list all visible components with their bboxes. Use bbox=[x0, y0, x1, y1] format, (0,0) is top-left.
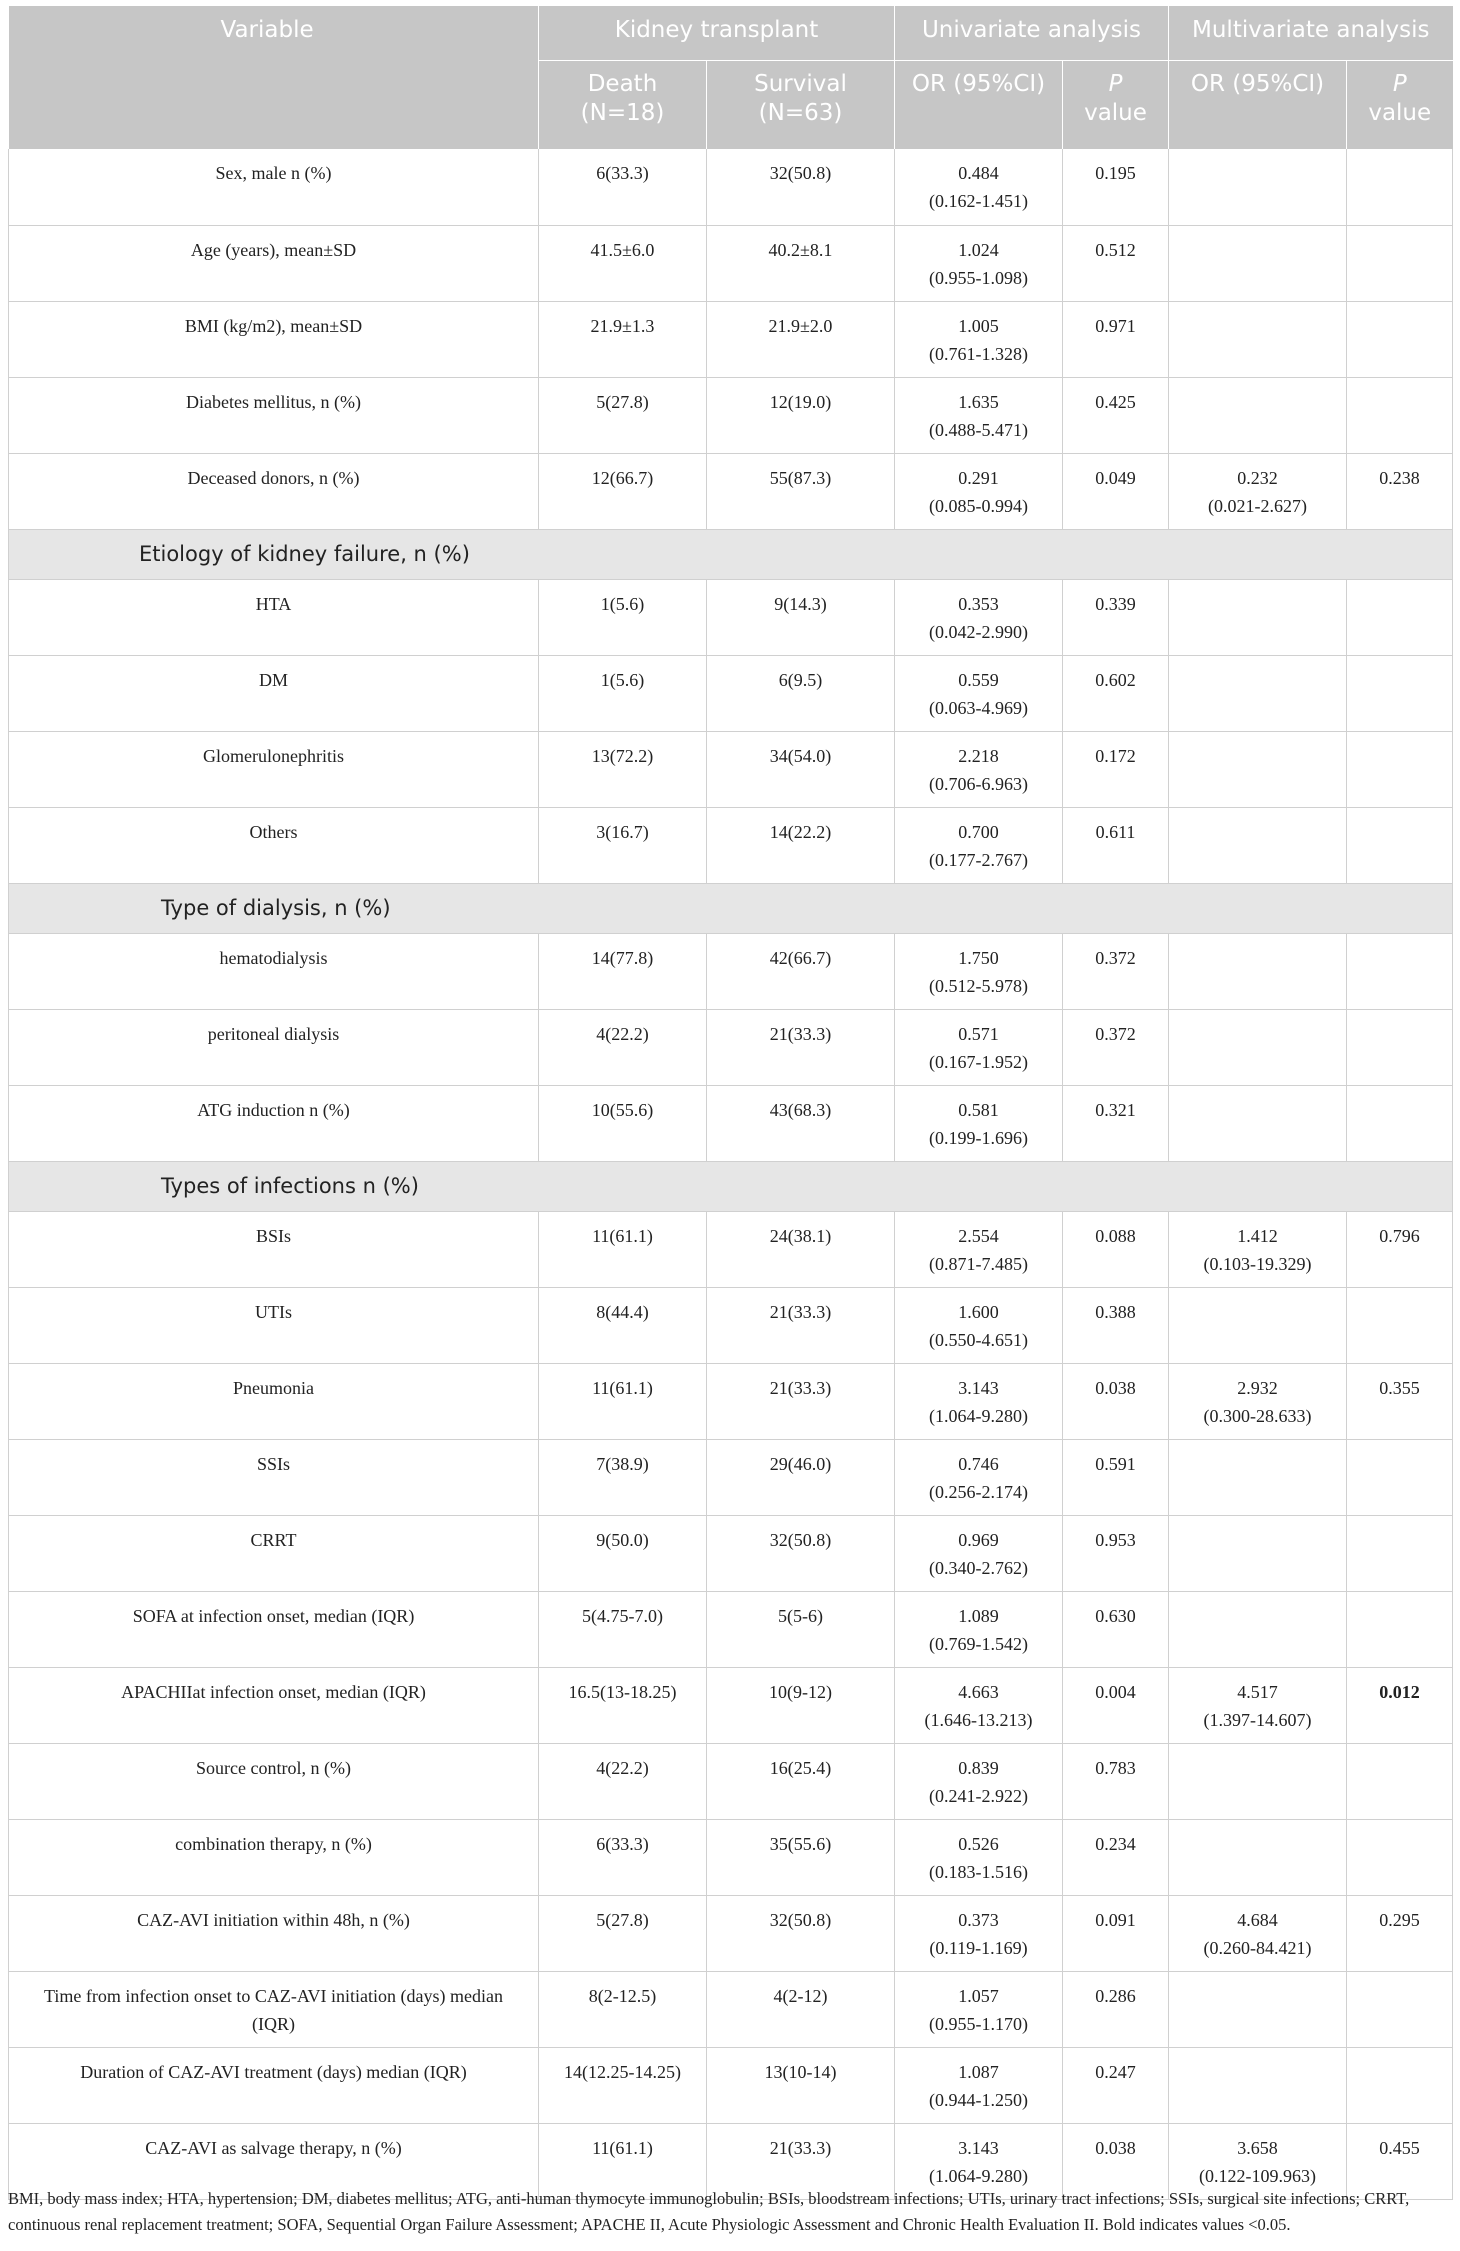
death-cell: 14(77.8) bbox=[539, 933, 707, 1009]
variable-cell: Source control, n (%) bbox=[9, 1743, 539, 1819]
uni-or-cell bbox=[895, 1591, 1063, 1667]
variable-cell: BMI (kg/m2), mean±SD bbox=[9, 301, 539, 377]
death-cell: 9(50.0) bbox=[539, 1515, 707, 1591]
uni-ci-value: (0.488-5.471) bbox=[929, 419, 1028, 440]
uni-p-cell: 0.971 bbox=[1063, 301, 1169, 377]
survival-cell: 4(2-12) bbox=[707, 1971, 895, 2047]
uni-p-cell: 0.372 bbox=[1063, 933, 1169, 1009]
multi-p-cell bbox=[1347, 377, 1453, 453]
death-cell: 4(22.2) bbox=[539, 1009, 707, 1085]
uni-or-cell bbox=[895, 731, 1063, 807]
uni-ci-value: (1.064-9.280) bbox=[929, 1405, 1028, 1426]
survival-cell: 9(14.3) bbox=[707, 579, 895, 655]
survival-cell: 21.9±2.0 bbox=[707, 301, 895, 377]
multi-p-cell: 0.796 bbox=[1347, 1211, 1453, 1287]
uni-or-value: 1.024 bbox=[958, 239, 999, 260]
table-row bbox=[9, 1667, 1453, 1743]
multi-or-cell bbox=[1169, 1743, 1347, 1819]
multi-ci-value: (0.103-19.329) bbox=[1203, 1253, 1312, 1274]
multi-ci-value: (0.260-84.421) bbox=[1203, 1937, 1312, 1958]
uni-p-cell: 0.038 bbox=[1063, 1363, 1169, 1439]
uni-p-cell: 0.591 bbox=[1063, 1439, 1169, 1515]
table-row bbox=[9, 2047, 1453, 2123]
multi-or-value: 3.658 bbox=[1237, 2137, 1278, 2158]
uni-or-cell bbox=[895, 377, 1063, 453]
uni-p-cell: 0.038 bbox=[1063, 2123, 1169, 2199]
multi-or-cell bbox=[1169, 807, 1347, 883]
variable-cell: BSIs bbox=[9, 1211, 539, 1287]
uni-p-cell: 0.388 bbox=[1063, 1287, 1169, 1363]
multi-or-cell bbox=[1169, 1971, 1347, 2047]
survival-cell: 13(10-14) bbox=[707, 2047, 895, 2123]
uni-p-cell: 0.512 bbox=[1063, 225, 1169, 301]
table-row bbox=[9, 453, 1453, 529]
death-cell: 6(33.3) bbox=[539, 1819, 707, 1895]
section-label: Type of dialysis, n (%) bbox=[161, 896, 391, 920]
uni-ci-value: (0.512-5.978) bbox=[929, 975, 1028, 996]
section-row bbox=[9, 529, 1453, 579]
multi-p-cell bbox=[1347, 933, 1453, 1009]
variable-cell: UTIs bbox=[9, 1287, 539, 1363]
variable-cell: Age (years), mean±SD bbox=[9, 225, 539, 301]
table-row bbox=[9, 1363, 1453, 1439]
multi-or-value: 2.932 bbox=[1237, 1377, 1278, 1398]
uni-or-cell bbox=[895, 655, 1063, 731]
multi-or-value: 0.232 bbox=[1237, 467, 1278, 488]
uni-ci-value: (1.646-13.213) bbox=[924, 1709, 1033, 1730]
uni-or-value: 0.484 bbox=[958, 163, 999, 183]
variable-cell: ATG induction n (%) bbox=[9, 1085, 539, 1161]
header-survival-n: (N=63) bbox=[758, 100, 843, 126]
uni-p-cell: 0.953 bbox=[1063, 1515, 1169, 1591]
multi-or-cell bbox=[1169, 1667, 1347, 1743]
uni-or-cell bbox=[895, 1009, 1063, 1085]
uni-or-value: 1.635 bbox=[958, 391, 999, 412]
survival-cell: 6(9.5) bbox=[707, 655, 895, 731]
section-row bbox=[9, 883, 1453, 933]
survival-cell: 55(87.3) bbox=[707, 453, 895, 529]
table-footnote: BMI, body mass index; HTA, hypertension; DM, diabetes mellitus; ATG, anti-human thymocyte immunoglobulin; BSIs, bloodstream infections; UTIs, urinary tract infections; SSIs, surgical site infections; CRRT, continuous renal replacement treatment; SOFA, Sequential Organ Failure Assessment; APACHE II, Acute Physiologic Assessment and Chronic Health Evaluation II. Bold indicates values <0.05. bbox=[8, 2189, 1410, 2234]
survival-cell: 21(33.3) bbox=[707, 1363, 895, 1439]
survival-cell: 42(66.7) bbox=[707, 933, 895, 1009]
multi-p-cell bbox=[1347, 1971, 1453, 2047]
survival-cell: 35(55.6) bbox=[707, 1819, 895, 1895]
table-row bbox=[9, 1287, 1453, 1363]
header-uni-p-value: value bbox=[1084, 100, 1147, 126]
uni-or-value: 2.554 bbox=[958, 1225, 999, 1246]
multi-p-cell bbox=[1347, 1439, 1453, 1515]
table-row bbox=[9, 1009, 1453, 1085]
survival-cell: 16(25.4) bbox=[707, 1743, 895, 1819]
death-cell: 6(33.3) bbox=[539, 149, 707, 225]
variable-cell: CAZ-AVI initiation within 48h, n (%) bbox=[9, 1895, 539, 1971]
death-cell: 7(38.9) bbox=[539, 1439, 707, 1515]
multi-p-cell bbox=[1347, 1085, 1453, 1161]
multi-p-cell bbox=[1347, 301, 1453, 377]
results-table bbox=[8, 6, 1453, 2200]
multi-or-cell bbox=[1169, 579, 1347, 655]
header-death-label: Death bbox=[587, 71, 658, 97]
uni-or-cell bbox=[895, 453, 1063, 529]
table-row bbox=[9, 1515, 1453, 1591]
death-cell: 14(12.25-14.25) bbox=[539, 2047, 707, 2123]
survival-cell: 5(5-6) bbox=[707, 1591, 895, 1667]
uni-or-cell bbox=[895, 1287, 1063, 1363]
table-row bbox=[9, 1439, 1453, 1515]
uni-or-cell bbox=[895, 807, 1063, 883]
uni-p-cell: 0.339 bbox=[1063, 579, 1169, 655]
header-variable-blank bbox=[9, 61, 539, 150]
uni-or-cell bbox=[895, 1971, 1063, 2047]
uni-or-cell bbox=[895, 301, 1063, 377]
multi-or-cell bbox=[1169, 1895, 1347, 1971]
death-cell: 11(61.1) bbox=[539, 2123, 707, 2199]
variable-cell: Deceased donors, n (%) bbox=[9, 453, 539, 529]
uni-or-value: 0.373 bbox=[958, 1909, 999, 1930]
multi-p-cell bbox=[1347, 1591, 1453, 1667]
multi-p-cell: 0.012 bbox=[1347, 1667, 1453, 1743]
uni-or-value: 0.581 bbox=[958, 1099, 999, 1120]
multi-or-cell bbox=[1169, 149, 1347, 225]
variable-cell: Diabetes mellitus, n (%) bbox=[9, 377, 539, 453]
variable-cell: combination therapy, n (%) bbox=[9, 1819, 539, 1895]
uni-or-value: 0.700 bbox=[958, 821, 999, 842]
multi-or-cell bbox=[1169, 1591, 1347, 1667]
section-label: Types of infections n (%) bbox=[161, 1174, 419, 1198]
uni-or-value: 2.218 bbox=[958, 745, 999, 766]
table-row bbox=[9, 807, 1453, 883]
variable-cell: Pneumonia bbox=[9, 1363, 539, 1439]
multi-or-value: 1.412 bbox=[1237, 1225, 1278, 1246]
table-row bbox=[9, 1743, 1453, 1819]
variable-cell: DM bbox=[9, 655, 539, 731]
uni-ci-value: (0.167-1.952) bbox=[929, 1051, 1028, 1072]
uni-ci-value: (0.162-1.451) bbox=[929, 191, 1028, 211]
death-cell: 4(22.2) bbox=[539, 1743, 707, 1819]
table-row bbox=[9, 149, 1453, 225]
multi-or-value: 4.684 bbox=[1237, 1909, 1278, 1930]
multi-or-cell bbox=[1169, 933, 1347, 1009]
section-row bbox=[9, 1161, 1453, 1211]
survival-cell: 21(33.3) bbox=[707, 2123, 895, 2199]
table-row bbox=[9, 731, 1453, 807]
multi-p-cell bbox=[1347, 807, 1453, 883]
uni-ci-value: (0.550-4.651) bbox=[929, 1329, 1028, 1350]
variable-cell: Glomerulonephritis bbox=[9, 731, 539, 807]
header-uni-p bbox=[1063, 61, 1169, 150]
variable-cell: CAZ-AVI as salvage therapy, n (%) bbox=[9, 2123, 539, 2199]
multi-or-cell bbox=[1169, 655, 1347, 731]
multi-or-cell bbox=[1169, 1439, 1347, 1515]
uni-ci-value: (0.241-2.922) bbox=[929, 1785, 1028, 1806]
uni-or-cell bbox=[895, 225, 1063, 301]
uni-or-cell bbox=[895, 933, 1063, 1009]
death-cell: 5(4.75-7.0) bbox=[539, 1591, 707, 1667]
uni-p-cell: 0.247 bbox=[1063, 2047, 1169, 2123]
death-cell: 5(27.8) bbox=[539, 377, 707, 453]
uni-ci-value: (0.706-6.963) bbox=[929, 773, 1028, 794]
uni-p-cell: 0.049 bbox=[1063, 453, 1169, 529]
death-cell: 8(44.4) bbox=[539, 1287, 707, 1363]
uni-or-value: 0.746 bbox=[958, 1453, 999, 1474]
variable-cell: CRRT bbox=[9, 1515, 539, 1591]
survival-cell: 21(33.3) bbox=[707, 1009, 895, 1085]
uni-ci-value: (0.955-1.170) bbox=[929, 2013, 1028, 2034]
multi-or-cell bbox=[1169, 225, 1347, 301]
variable-cell: APACHIIat infection onset, median (IQR) bbox=[9, 1667, 539, 1743]
survival-cell: 24(38.1) bbox=[707, 1211, 895, 1287]
multi-p-cell bbox=[1347, 1287, 1453, 1363]
variable-cell: Sex, male n (%) bbox=[9, 149, 539, 225]
header-multi-p bbox=[1347, 61, 1453, 150]
uni-or-value: 0.353 bbox=[958, 593, 999, 614]
uni-ci-value: (0.769-1.542) bbox=[929, 1633, 1028, 1654]
multi-p-cell bbox=[1347, 579, 1453, 655]
header-uni-or: OR (95%CI) bbox=[895, 61, 1063, 150]
multi-p-cell bbox=[1347, 2047, 1453, 2123]
uni-p-cell: 0.286 bbox=[1063, 1971, 1169, 2047]
uni-or-cell bbox=[895, 579, 1063, 655]
uni-p-cell: 0.091 bbox=[1063, 1895, 1169, 1971]
multi-or-cell bbox=[1169, 301, 1347, 377]
uni-p-cell: 0.088 bbox=[1063, 1211, 1169, 1287]
uni-or-value: 0.839 bbox=[958, 1757, 999, 1778]
uni-p-cell: 0.004 bbox=[1063, 1667, 1169, 1743]
multi-p-cell: 0.455 bbox=[1347, 2123, 1453, 2199]
multi-or-cell bbox=[1169, 2047, 1347, 2123]
survival-cell: 43(68.3) bbox=[707, 1085, 895, 1161]
uni-or-value: 0.559 bbox=[958, 669, 999, 690]
table-row bbox=[9, 933, 1453, 1009]
multi-p-cell: 0.238 bbox=[1347, 453, 1453, 529]
multi-or-cell bbox=[1169, 731, 1347, 807]
table-row bbox=[9, 1895, 1453, 1971]
uni-or-value: 0.291 bbox=[958, 467, 999, 488]
uni-or-cell bbox=[895, 1363, 1063, 1439]
uni-ci-value: (0.063-4.969) bbox=[929, 697, 1028, 718]
death-cell: 1(5.6) bbox=[539, 655, 707, 731]
death-cell: 11(61.1) bbox=[539, 1211, 707, 1287]
death-cell: 12(66.7) bbox=[539, 453, 707, 529]
variable-cell: SOFA at infection onset, median (IQR) bbox=[9, 1591, 539, 1667]
uni-or-cell bbox=[895, 149, 1063, 225]
multi-or-cell bbox=[1169, 1819, 1347, 1895]
uni-ci-value: (0.183-1.516) bbox=[929, 1861, 1028, 1882]
uni-ci-value: (0.042-2.990) bbox=[929, 621, 1028, 642]
table-row bbox=[9, 1819, 1453, 1895]
death-cell: 1(5.6) bbox=[539, 579, 707, 655]
survival-cell: 29(46.0) bbox=[707, 1439, 895, 1515]
uni-ci-value: (0.256-2.174) bbox=[929, 1481, 1028, 1502]
table-row bbox=[9, 1085, 1453, 1161]
survival-cell: 34(54.0) bbox=[707, 731, 895, 807]
table-row bbox=[9, 377, 1453, 453]
death-cell: 21.9±1.3 bbox=[539, 301, 707, 377]
header-uni-p-letter: P bbox=[1108, 71, 1123, 97]
uni-or-cell bbox=[895, 1515, 1063, 1591]
multi-or-cell bbox=[1169, 1009, 1347, 1085]
uni-ci-value: (0.955-1.098) bbox=[929, 267, 1028, 288]
multi-or-value: 4.517 bbox=[1237, 1681, 1278, 1702]
table-row bbox=[9, 1971, 1453, 2047]
variable-cell: peritoneal dialysis bbox=[9, 1009, 539, 1085]
uni-ci-value: (0.199-1.696) bbox=[929, 1127, 1028, 1148]
multi-or-cell bbox=[1169, 1085, 1347, 1161]
uni-or-value: 1.600 bbox=[958, 1301, 999, 1322]
uni-ci-value: (0.761-1.328) bbox=[929, 343, 1028, 364]
uni-p-cell: 0.234 bbox=[1063, 1819, 1169, 1895]
header-survival bbox=[707, 61, 895, 150]
uni-p-cell: 0.195 bbox=[1063, 149, 1169, 225]
uni-ci-value: (0.340-2.762) bbox=[929, 1557, 1028, 1578]
table-row bbox=[9, 1591, 1453, 1667]
uni-p-cell: 0.602 bbox=[1063, 655, 1169, 731]
uni-or-cell bbox=[895, 1439, 1063, 1515]
survival-cell: 40.2±8.1 bbox=[707, 225, 895, 301]
header-death-n: (N=18) bbox=[580, 100, 665, 126]
header-multi-p-letter: P bbox=[1392, 71, 1407, 97]
uni-or-cell bbox=[895, 1211, 1063, 1287]
uni-ci-value: (1.064-9.280) bbox=[929, 2165, 1028, 2186]
table-header bbox=[9, 6, 1453, 149]
death-cell: 8(2-12.5) bbox=[539, 1971, 707, 2047]
multi-p-cell bbox=[1347, 655, 1453, 731]
multi-p-cell bbox=[1347, 1515, 1453, 1591]
uni-or-cell bbox=[895, 1895, 1063, 1971]
uni-or-value: 1.057 bbox=[958, 1985, 999, 2006]
header-multi-p-value: value bbox=[1368, 100, 1432, 126]
survival-cell: 10(9-12) bbox=[707, 1667, 895, 1743]
uni-p-cell: 0.630 bbox=[1063, 1591, 1169, 1667]
uni-p-cell: 0.783 bbox=[1063, 1743, 1169, 1819]
uni-p-cell: 0.611 bbox=[1063, 807, 1169, 883]
multi-ci-value: (1.397-14.607) bbox=[1203, 1709, 1312, 1730]
uni-or-value: 3.143 bbox=[958, 2137, 999, 2158]
death-cell: 10(55.6) bbox=[539, 1085, 707, 1161]
multi-or-cell bbox=[1169, 1363, 1347, 1439]
variable-cell: hematodialysis bbox=[9, 933, 539, 1009]
death-cell: 13(72.2) bbox=[539, 731, 707, 807]
header-variable: Variable bbox=[9, 6, 539, 61]
header-multivariate: Multivariate analysis bbox=[1169, 6, 1453, 61]
table-body bbox=[9, 149, 1453, 2199]
survival-cell: 12(19.0) bbox=[707, 377, 895, 453]
variable-cell: HTA bbox=[9, 579, 539, 655]
multi-or-cell bbox=[1169, 1515, 1347, 1591]
header-survival-label: Survival bbox=[754, 71, 847, 97]
section-cell bbox=[9, 883, 1453, 933]
uni-or-value: 0.571 bbox=[958, 1023, 999, 1044]
uni-ci-value: (0.119-1.169) bbox=[929, 1937, 1028, 1958]
section-cell bbox=[9, 529, 1453, 579]
uni-or-cell bbox=[895, 1085, 1063, 1161]
death-cell: 3(16.7) bbox=[539, 807, 707, 883]
death-cell: 41.5±6.0 bbox=[539, 225, 707, 301]
header-death bbox=[539, 61, 707, 150]
uni-or-value: 1.087 bbox=[958, 2061, 999, 2082]
uni-or-value: 1.005 bbox=[958, 315, 999, 336]
survival-cell: 14(22.2) bbox=[707, 807, 895, 883]
header-multi-or: OR (95%CI) bbox=[1169, 61, 1347, 150]
uni-p-cell: 0.425 bbox=[1063, 377, 1169, 453]
multi-p-cell bbox=[1347, 1819, 1453, 1895]
survival-cell: 32(50.8) bbox=[707, 1895, 895, 1971]
uni-or-cell bbox=[895, 1819, 1063, 1895]
section-label: Etiology of kidney failure, n (%) bbox=[139, 542, 470, 566]
table-row bbox=[9, 655, 1453, 731]
section-cell bbox=[9, 1161, 1453, 1211]
multi-p-cell bbox=[1347, 1743, 1453, 1819]
death-cell: 16.5(13-18.25) bbox=[539, 1667, 707, 1743]
table-row bbox=[9, 225, 1453, 301]
multi-p-cell bbox=[1347, 149, 1453, 225]
uni-ci-value: (0.871-7.485) bbox=[929, 1253, 1028, 1274]
multi-p-cell: 0.355 bbox=[1347, 1363, 1453, 1439]
header-kidney-transplant: Kidney transplant bbox=[539, 6, 895, 61]
uni-or-value: 3.143 bbox=[958, 1377, 999, 1398]
survival-cell: 21(33.3) bbox=[707, 1287, 895, 1363]
variable-cell: Others bbox=[9, 807, 539, 883]
uni-or-value: 0.526 bbox=[958, 1833, 999, 1854]
multi-p-cell bbox=[1347, 1009, 1453, 1085]
uni-or-cell bbox=[895, 2047, 1063, 2123]
death-cell: 5(27.8) bbox=[539, 1895, 707, 1971]
multi-or-cell bbox=[1169, 1287, 1347, 1363]
multi-ci-value: (0.021-2.627) bbox=[1208, 495, 1307, 516]
multi-or-cell bbox=[1169, 377, 1347, 453]
uni-or-value: 0.969 bbox=[958, 1529, 999, 1550]
uni-or-value: 4.663 bbox=[958, 1681, 999, 1702]
uni-or-cell bbox=[895, 1743, 1063, 1819]
multi-p-cell bbox=[1347, 731, 1453, 807]
uni-or-cell bbox=[895, 1667, 1063, 1743]
uni-or-value: 1.750 bbox=[958, 947, 999, 968]
death-cell: 11(61.1) bbox=[539, 1363, 707, 1439]
multi-p-cell: 0.295 bbox=[1347, 1895, 1453, 1971]
uni-ci-value: (0.085-0.994) bbox=[929, 495, 1028, 516]
variable-cell: Duration of CAZ-AVI treatment (days) median (IQR) bbox=[9, 2047, 539, 2123]
table-row bbox=[9, 301, 1453, 377]
multi-ci-value: (0.300-28.633) bbox=[1203, 1405, 1312, 1426]
table-row bbox=[9, 1211, 1453, 1287]
table-row bbox=[9, 579, 1453, 655]
uni-or-value: 1.089 bbox=[958, 1605, 999, 1626]
multi-p-cell bbox=[1347, 225, 1453, 301]
variable-cell: Time from infection onset to CAZ-AVI initiation (days) median (IQR) bbox=[9, 1971, 539, 2047]
multi-or-cell bbox=[1169, 1211, 1347, 1287]
uni-ci-value: (0.944-1.250) bbox=[929, 2089, 1028, 2110]
header-univariate: Univariate analysis bbox=[895, 6, 1169, 61]
multi-ci-value: (0.122-109.963) bbox=[1199, 2165, 1316, 2186]
variable-cell: SSIs bbox=[9, 1439, 539, 1515]
uni-p-cell: 0.172 bbox=[1063, 731, 1169, 807]
uni-p-cell: 0.321 bbox=[1063, 1085, 1169, 1161]
uni-p-cell: 0.372 bbox=[1063, 1009, 1169, 1085]
survival-cell: 32(50.8) bbox=[707, 149, 895, 225]
multi-or-cell bbox=[1169, 453, 1347, 529]
uni-ci-value: (0.177-2.767) bbox=[929, 849, 1028, 870]
survival-cell: 32(50.8) bbox=[707, 1515, 895, 1591]
